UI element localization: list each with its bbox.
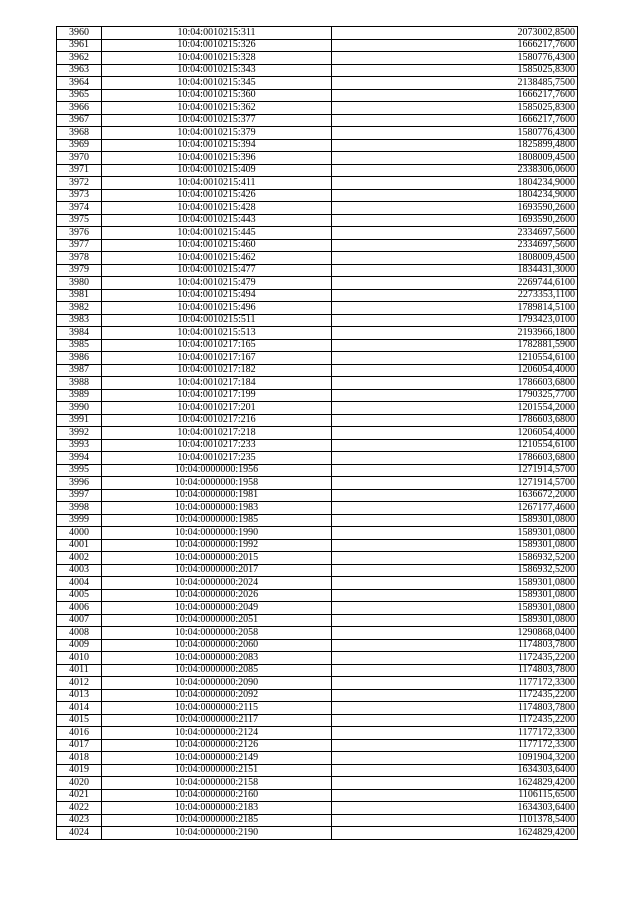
value-cell: 1666217,7600 [332,39,578,52]
row-number-cell: 3991 [57,414,102,427]
row-number-cell: 3985 [57,339,102,352]
value-cell: 1174803,7800 [332,639,578,652]
table-row [57,502,578,515]
value-cell: 1580776,4300 [332,52,578,65]
value-cell: 1634303,6400 [332,802,578,815]
cadastral-number-cell: 10:04:0000000:2090 [102,677,332,690]
value-cell: 1210554,6100 [332,439,578,452]
value-cell: 1634303,6400 [332,764,578,777]
row-number-cell: 3972 [57,177,102,190]
value-cell: 2273353,1100 [332,289,578,302]
row-number-cell: 3974 [57,202,102,215]
row-number-cell: 3978 [57,252,102,265]
table-row [57,414,578,427]
table-row [57,552,578,565]
cadastral-number-cell: 10:04:0010217:199 [102,389,332,402]
table-row [57,114,578,127]
table-row [57,577,578,590]
table-row [57,377,578,390]
row-number-cell: 4013 [57,689,102,702]
row-number-cell: 4000 [57,527,102,540]
row-number-cell: 3961 [57,39,102,52]
table-row [57,339,578,352]
table-row [57,439,578,452]
value-cell: 1666217,7600 [332,114,578,127]
table-row [57,214,578,227]
table-row [57,389,578,402]
row-number-cell: 4011 [57,664,102,677]
cadastral-number-cell: 10:04:0010215:477 [102,264,332,277]
value-cell: 1834431,3000 [332,264,578,277]
table-row [57,164,578,177]
cadastral-number-cell: 10:04:0010215:443 [102,214,332,227]
cadastral-number-cell: 10:04:0010215:360 [102,89,332,102]
table-row [57,314,578,327]
cadastral-number-cell: 10:04:0010217:233 [102,439,332,452]
cadastral-number-cell: 10:04:0000000:1956 [102,464,332,477]
value-cell: 2334697,5600 [332,227,578,240]
table-row [57,64,578,77]
table-row [57,777,578,790]
row-number-cell: 3970 [57,152,102,165]
value-cell: 1589301,0800 [332,527,578,540]
value-cell: 1585025,8300 [332,102,578,115]
table-row [57,277,578,290]
value-cell: 1624829,4200 [332,777,578,790]
row-number-cell: 3973 [57,189,102,202]
value-cell: 1091904,3200 [332,752,578,765]
row-number-cell: 4001 [57,539,102,552]
table-row [57,752,578,765]
cadastral-number-cell: 10:04:0010215:496 [102,302,332,315]
row-number-cell: 4010 [57,652,102,665]
value-cell: 1636672,2000 [332,489,578,502]
value-cell: 1693590,2600 [332,214,578,227]
value-cell: 2138485,7500 [332,77,578,90]
value-cell: 1101378,5400 [332,814,578,827]
value-cell: 1586932,5200 [332,564,578,577]
cadastral-number-cell: 10:04:0010217:182 [102,364,332,377]
table-row [57,189,578,202]
cadastral-number-cell: 10:04:0010215:445 [102,227,332,240]
row-number-cell: 3983 [57,314,102,327]
value-cell: 1589301,0800 [332,514,578,527]
cadastral-number-cell: 10:04:0000000:2026 [102,589,332,602]
cadastral-number-cell: 10:04:0010217:184 [102,377,332,390]
row-number-cell: 3967 [57,114,102,127]
value-cell: 2193966,1800 [332,327,578,340]
cadastral-number-cell: 10:04:0010215:479 [102,277,332,290]
value-cell: 2334697,5600 [332,239,578,252]
row-number-cell: 3977 [57,239,102,252]
table-row [57,52,578,65]
cadastral-number-cell: 10:04:0000000:1990 [102,527,332,540]
cadastral-number-cell: 10:04:0010215:462 [102,252,332,265]
value-cell: 1589301,0800 [332,539,578,552]
cadastral-number-cell: 10:04:0010215:411 [102,177,332,190]
value-cell: 1290868,0400 [332,627,578,640]
row-number-cell: 4003 [57,564,102,577]
table-row [57,739,578,752]
row-number-cell: 4005 [57,589,102,602]
value-cell: 1589301,0800 [332,614,578,627]
row-number-cell: 3998 [57,502,102,515]
table-row [57,102,578,115]
table-row [57,402,578,415]
value-cell: 1177172,3300 [332,677,578,690]
value-cell: 1267177,4600 [332,502,578,515]
table-row [57,489,578,502]
table-row [57,239,578,252]
cadastral-number-cell: 10:04:0000000:1985 [102,514,332,527]
table-row [57,289,578,302]
value-cell: 1804234,9000 [332,189,578,202]
table-row [57,602,578,615]
table-row [57,127,578,140]
table-row [57,139,578,152]
cadastral-number-cell: 10:04:0000000:2149 [102,752,332,765]
table-body [57,27,578,840]
row-number-cell: 4002 [57,552,102,565]
cadastral-number-cell: 10:04:0000000:2160 [102,789,332,802]
cadastral-number-cell: 10:04:0000000:2183 [102,802,332,815]
table-row [57,627,578,640]
row-number-cell: 3963 [57,64,102,77]
row-number-cell: 3981 [57,289,102,302]
cadastral-number-cell: 10:04:0010215:396 [102,152,332,165]
row-number-cell: 4019 [57,764,102,777]
table-row [57,364,578,377]
cadastral-number-cell: 10:04:0000000:2117 [102,714,332,727]
row-number-cell: 3966 [57,102,102,115]
row-number-cell: 3997 [57,489,102,502]
table-row [57,152,578,165]
cadastral-number-cell: 10:04:0000000:2049 [102,602,332,615]
table-row [57,202,578,215]
cadastral-number-cell: 10:04:0010215:328 [102,52,332,65]
cadastral-number-cell: 10:04:0010217:235 [102,452,332,465]
row-number-cell: 3960 [57,27,102,40]
cadastral-number-cell: 10:04:0010215:460 [102,239,332,252]
table-row [57,427,578,440]
table-row [57,764,578,777]
cadastral-number-cell: 10:04:0000000:2124 [102,727,332,740]
cadastral-number-cell: 10:04:0000000:1983 [102,502,332,515]
row-number-cell: 4012 [57,677,102,690]
value-cell: 1172435,2200 [332,714,578,727]
row-number-cell: 4021 [57,789,102,802]
row-number-cell: 4008 [57,627,102,640]
table-row [57,302,578,315]
row-number-cell: 3999 [57,514,102,527]
row-number-cell: 3969 [57,139,102,152]
row-number-cell: 3964 [57,77,102,90]
cadastral-number-cell: 10:04:0000000:2190 [102,827,332,840]
row-number-cell: 3971 [57,164,102,177]
value-cell: 1624829,4200 [332,827,578,840]
cadastral-number-cell: 10:04:0000000:2017 [102,564,332,577]
cadastral-number-cell: 10:04:0010215:426 [102,189,332,202]
row-number-cell: 3988 [57,377,102,390]
row-number-cell: 3984 [57,327,102,340]
table-row [57,539,578,552]
cadastral-number-cell: 10:04:0010215:428 [102,202,332,215]
value-cell: 1174803,7800 [332,664,578,677]
value-cell: 1693590,2600 [332,202,578,215]
table-row [57,89,578,102]
value-cell: 1586932,5200 [332,552,578,565]
table-row [57,677,578,690]
row-number-cell: 3987 [57,364,102,377]
row-number-cell: 3980 [57,277,102,290]
value-cell: 1172435,2200 [332,652,578,665]
table-row [57,827,578,840]
row-number-cell: 3979 [57,264,102,277]
table-row [57,614,578,627]
row-number-cell: 3986 [57,352,102,365]
row-number-cell: 4023 [57,814,102,827]
table-row [57,227,578,240]
value-cell: 1201554,2000 [332,402,578,415]
table-row [57,352,578,365]
row-number-cell: 4024 [57,827,102,840]
table-row [57,589,578,602]
cadastral-number-cell: 10:04:0000000:2060 [102,639,332,652]
row-number-cell: 4015 [57,714,102,727]
cadastral-number-cell: 10:04:0000000:1981 [102,489,332,502]
row-number-cell: 3968 [57,127,102,140]
cadastral-number-cell: 10:04:0000000:2151 [102,764,332,777]
table-row [57,727,578,740]
value-cell: 1210554,6100 [332,352,578,365]
table-row [57,464,578,477]
cadastral-number-cell: 10:04:0000000:1992 [102,539,332,552]
table-row [57,177,578,190]
cadastral-number-cell: 10:04:0010217:165 [102,339,332,352]
cadastral-number-cell: 10:04:0000000:2085 [102,664,332,677]
row-number-cell: 4020 [57,777,102,790]
value-cell: 1790325,7700 [332,389,578,402]
cadastral-number-cell: 10:04:0000000:2024 [102,577,332,590]
table-row [57,452,578,465]
cadastral-number-cell: 10:04:0000000:2158 [102,777,332,790]
table-row [57,27,578,40]
row-number-cell: 4017 [57,739,102,752]
row-number-cell: 3990 [57,402,102,415]
value-cell: 1786603,6800 [332,377,578,390]
table-row [57,527,578,540]
cadastral-number-cell: 10:04:0010215:513 [102,327,332,340]
value-cell: 1589301,0800 [332,577,578,590]
cadastral-number-cell: 10:04:0010215:311 [102,27,332,40]
cadastral-number-cell: 10:04:0010215:409 [102,164,332,177]
table-row [57,77,578,90]
cadastral-number-cell: 10:04:0010215:345 [102,77,332,90]
cadastral-number-cell: 10:04:0010217:201 [102,402,332,415]
table-row [57,514,578,527]
value-cell: 1782881,5900 [332,339,578,352]
cadastral-number-cell: 10:04:0010215:494 [102,289,332,302]
cadastral-number-cell: 10:04:0010215:326 [102,39,332,52]
cadastral-number-cell: 10:04:0000000:2051 [102,614,332,627]
table-row [57,702,578,715]
row-number-cell: 4006 [57,602,102,615]
cadastral-number-cell: 10:04:0000000:2015 [102,552,332,565]
value-cell: 1786603,6800 [332,452,578,465]
table-row [57,327,578,340]
cadastral-number-cell: 10:04:0000000:2058 [102,627,332,640]
value-cell: 1580776,4300 [332,127,578,140]
value-cell: 1589301,0800 [332,589,578,602]
value-cell: 1808009,4500 [332,252,578,265]
value-cell: 1589301,0800 [332,602,578,615]
row-number-cell: 4014 [57,702,102,715]
row-number-cell: 3976 [57,227,102,240]
table-row [57,564,578,577]
value-cell: 1271914,5700 [332,477,578,490]
row-number-cell: 4018 [57,752,102,765]
value-cell: 2073002,8500 [332,27,578,40]
table-row [57,477,578,490]
row-number-cell: 3996 [57,477,102,490]
value-cell: 1177172,3300 [332,727,578,740]
table-row [57,714,578,727]
row-number-cell: 3962 [57,52,102,65]
row-number-cell: 4009 [57,639,102,652]
row-number-cell: 3995 [57,464,102,477]
value-cell: 1825899,4800 [332,139,578,152]
table-row [57,814,578,827]
value-cell: 1174803,7800 [332,702,578,715]
row-number-cell: 4022 [57,802,102,815]
row-number-cell: 3993 [57,439,102,452]
value-cell: 2338306,0600 [332,164,578,177]
value-cell: 2269744,6100 [332,277,578,290]
cadastral-number-cell: 10:04:0010215:362 [102,102,332,115]
cadastral-number-cell: 10:04:0000000:1958 [102,477,332,490]
data-table [56,26,578,840]
table-row [57,39,578,52]
cadastral-number-cell: 10:04:0010215:377 [102,114,332,127]
row-number-cell: 4016 [57,727,102,740]
value-cell: 1206054,4000 [332,427,578,440]
cadastral-number-cell: 10:04:0000000:2185 [102,814,332,827]
row-number-cell: 3992 [57,427,102,440]
cadastral-number-cell: 10:04:0000000:2092 [102,689,332,702]
cadastral-number-cell: 10:04:0000000:2126 [102,739,332,752]
cadastral-number-cell: 10:04:0010215:511 [102,314,332,327]
row-number-cell: 3982 [57,302,102,315]
value-cell: 1206054,4000 [332,364,578,377]
table-row [57,802,578,815]
row-number-cell: 3975 [57,214,102,227]
cadastral-number-cell: 10:04:0010217:167 [102,352,332,365]
value-cell: 1666217,7600 [332,89,578,102]
table-row [57,664,578,677]
cadastral-number-cell: 10:04:0000000:2115 [102,702,332,715]
value-cell: 1789814,5100 [332,302,578,315]
value-cell: 1172435,2200 [332,689,578,702]
value-cell: 1106115,6500 [332,789,578,802]
cadastral-number-cell: 10:04:0000000:2083 [102,652,332,665]
table-row [57,689,578,702]
table-row [57,639,578,652]
row-number-cell: 4004 [57,577,102,590]
row-number-cell: 3989 [57,389,102,402]
table-row [57,789,578,802]
cadastral-number-cell: 10:04:0010217:218 [102,427,332,440]
cadastral-number-cell: 10:04:0010217:216 [102,414,332,427]
table-row [57,652,578,665]
table-row [57,252,578,265]
value-cell: 1585025,8300 [332,64,578,77]
cadastral-number-cell: 10:04:0010215:379 [102,127,332,140]
value-cell: 1804234,9000 [332,177,578,190]
row-number-cell: 3965 [57,89,102,102]
cadastral-number-cell: 10:04:0010215:394 [102,139,332,152]
value-cell: 1793423,0100 [332,314,578,327]
row-number-cell: 4007 [57,614,102,627]
cadastral-number-cell: 10:04:0010215:343 [102,64,332,77]
value-cell: 1808009,4500 [332,152,578,165]
value-cell: 1786603,6800 [332,414,578,427]
value-cell: 1271914,5700 [332,464,578,477]
table-row [57,264,578,277]
row-number-cell: 3994 [57,452,102,465]
value-cell: 1177172,3300 [332,739,578,752]
